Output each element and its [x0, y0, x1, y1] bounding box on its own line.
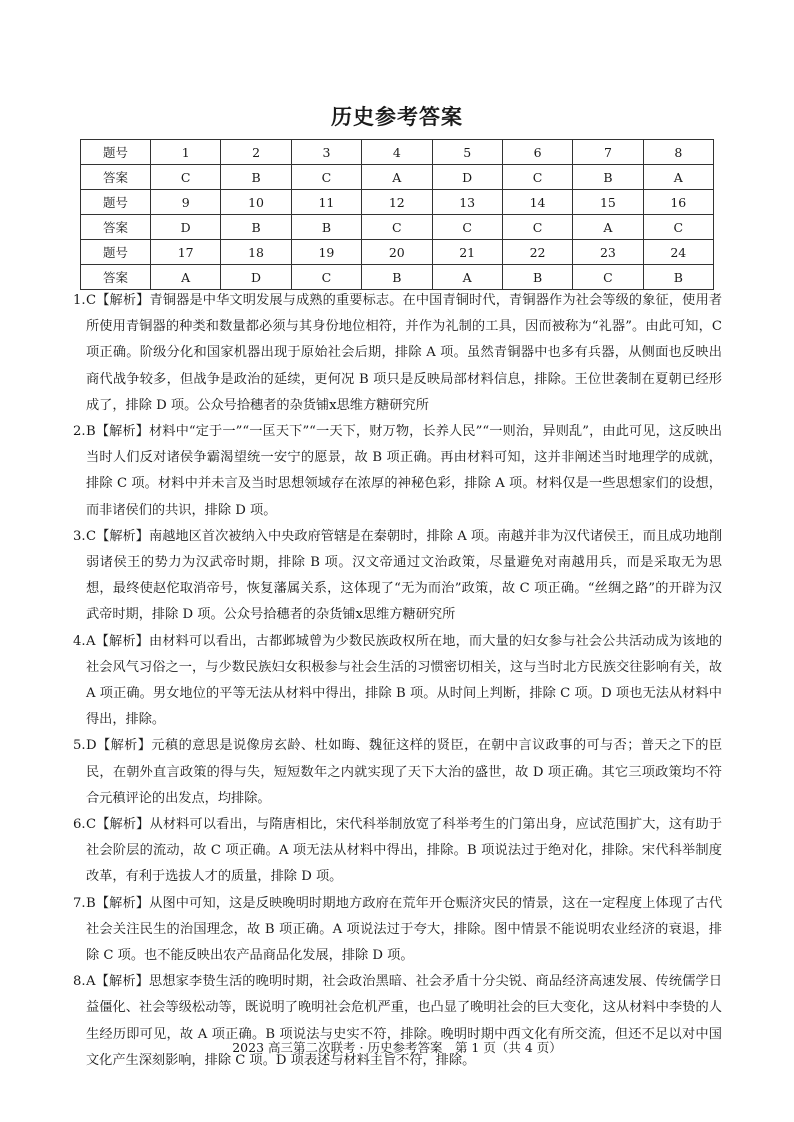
table-cell: B — [291, 215, 361, 240]
table-cell: A — [362, 165, 432, 190]
question-number: 1. — [73, 293, 86, 308]
table-cell: 7 — [573, 140, 643, 165]
table-cell: C — [502, 165, 572, 190]
analysis-tag: 【解析】 — [95, 424, 150, 440]
table-cell: C — [643, 215, 713, 240]
table-cell: 1 — [151, 140, 221, 165]
table-row — [81, 215, 714, 240]
list-item — [74, 969, 722, 1074]
table-cell: A — [151, 265, 221, 290]
table-cell: B — [573, 165, 643, 190]
analysis-text: 从材料可以看出，与隋唐相比，宋代科举制放宽了科举考生的门第出身，应试范围扩大，这有助于社会阶层的流动，故 C 项正确。A 项无法从材料中得出，排除。B 项说法过于绝对化，排除。宋代科举制度改革，有利于选拔人才的质量，排除 D 项。 — [86, 817, 723, 885]
row-label: 答案 — [81, 265, 151, 290]
analysis-tag: 【解析】 — [95, 633, 149, 649]
table-cell: 21 — [432, 240, 502, 265]
answer-letter: A — [86, 633, 96, 649]
table-cell: 24 — [643, 240, 713, 265]
table-cell: C — [432, 215, 502, 240]
list-item — [74, 812, 722, 891]
table-cell: C — [573, 265, 643, 290]
table-cell: 8 — [643, 140, 713, 165]
question-number: 6. — [73, 817, 86, 833]
table-cell: 3 — [291, 140, 361, 165]
question-number: 2. — [73, 424, 86, 440]
table-cell: 16 — [643, 190, 713, 215]
table-cell: 22 — [502, 240, 572, 265]
table-row — [81, 265, 714, 290]
table-cell: C — [291, 265, 361, 290]
analysis-tag: 【解析】 — [96, 293, 150, 308]
table-row — [81, 190, 714, 215]
table-cell: 20 — [362, 240, 432, 265]
analysis-text: 思想家李贽生活的晚明时期，社会政治黑暗、社会矛盾十分尖锐、商品经济高速发展、传统儒学日益僵化、社会等级松动等，既说明了晚明社会危机严重，也凸显了晚明社会的巨大变化，这从材料中李贽的人生经历即可见，故 A 项正确。B 项说法与史实不符，排除。晚明时期中西文化有所交流，但还不足以对中国文化产生深刻影响，排除 C 项。D 项表述与材料主旨不符，排除。 — [86, 974, 723, 1068]
table-cell: B — [221, 165, 291, 190]
table-cell: B — [362, 265, 432, 290]
list-item — [74, 419, 722, 524]
analysis-text: 元稹的意思是说像房玄龄、杜如晦、魏征这样的贤臣，在朝中言议政事的可与否；普天之下的臣民，在朝外直言政策的得与失，短短数年之内就实现了天下大治的盛世，故 D 项正确。其它三项政策均不符合元稹评论的出发点，均排除。 — [86, 738, 722, 806]
answer-letter: C — [86, 817, 97, 833]
row-label: 题号 — [81, 190, 151, 215]
list-item — [74, 524, 722, 629]
table-cell: B — [643, 265, 713, 290]
table-row — [81, 165, 714, 190]
analysis-text: 从图中可知，这是反映晚明时期地方政府在荒年开仓赈济灾民的情景，这在一定程度上体现了古代社会关注民生的治国理念，故 B 项正确。A 项说法过于夸大，排除。图中情景不能说明农业经济的衰退，排除 C 项。也不能反映出农产品商品化发展，排除 D 项。 — [86, 895, 723, 964]
row-label: 题号 — [81, 240, 151, 265]
question-number: 8. — [73, 974, 86, 990]
question-number: 4. — [73, 633, 86, 649]
list-item — [74, 629, 722, 734]
answer-letter: A — [86, 974, 96, 990]
list-item — [74, 288, 722, 419]
question-number: 3. — [73, 528, 86, 544]
table-cell: 12 — [362, 190, 432, 215]
table-cell: 19 — [291, 240, 361, 265]
table-cell: A — [573, 215, 643, 240]
table-cell: D — [221, 265, 291, 290]
table-cell: 10 — [221, 190, 291, 215]
page-title: 历史参考答案 — [331, 104, 463, 129]
table-row — [81, 140, 714, 165]
row-label: 答案 — [81, 165, 151, 190]
table-cell: B — [502, 265, 572, 290]
table-cell: A — [432, 265, 502, 290]
question-number: 5. — [73, 738, 86, 754]
table-cell: 6 — [502, 140, 572, 165]
answer-letter: B — [86, 895, 96, 911]
answer-letter: D — [86, 738, 97, 754]
table-cell: 23 — [573, 240, 643, 265]
analysis-tag: 【解析】 — [96, 738, 152, 754]
table-cell: A — [643, 165, 713, 190]
table-row — [81, 240, 714, 265]
table-cell: 14 — [502, 190, 572, 215]
answer-letter: C — [86, 528, 97, 544]
analysis-text: 由材料可以看出，古都邺城曾为少数民族政权所在地，而大量的妇女参与社会公共活动成为该地的社会风气习俗之一，与少数民族妇女积极参与社会生活的习惯密切相关，这与当时北方民族交往影响有关，故 A 项正确。男女地位的平等无法从材料中得出，排除 B 项。从时间上判断，排除 C 项。D 项也无法从材料中得出，排除。 — [86, 633, 723, 728]
answer-letter: B — [86, 424, 96, 440]
table-cell: 9 — [151, 190, 221, 215]
table-cell: C — [291, 165, 361, 190]
table-cell: B — [221, 215, 291, 240]
table-cell: 4 — [362, 140, 432, 165]
analysis-tag: 【解析】 — [96, 528, 149, 544]
list-item — [74, 733, 722, 812]
explanation-list — [74, 288, 722, 1074]
analysis-text: 青铜器是中华文明发展与成熟的重要标志。在中国青铜时代，青铜器作为社会等级的象征，使用者所使用青铜器的种类和数量都必须与其身份地位相符，并作为礼制的工具，因而被称为“礼器”。由此可知，C 项正确。阶级分化和国家机器出现于原始社会后期，排除 A 项。虽然青铜器中也多有兵器，从侧面也反映出商代战争较多，但战争是政治的延续，更何况 B 项只是反映局部材料信息，排除。王位世袭制在夏朝已经形成了，排除 D 项。公众号拾穗者的杂货铺x思维方糖研究所 — [86, 293, 723, 413]
analysis-tag: 【解析】 — [96, 817, 150, 833]
table-cell: 11 — [291, 190, 361, 215]
table-cell: 2 — [221, 140, 291, 165]
table-cell: 15 — [573, 190, 643, 215]
row-label: 题号 — [81, 140, 151, 165]
analysis-tag: 【解析】 — [95, 895, 150, 911]
table-cell: 18 — [221, 240, 291, 265]
table-cell: D — [151, 215, 221, 240]
analysis-tag: 【解析】 — [95, 974, 149, 990]
analysis-text: 材料中“定于一”“一匡天下”“一天下，财万物，长养人民”“一则治，异则乱”，由此可见，这反映出当时人们反对诸侯争霸渴望统一安宁的愿景，故 B 项正确。再由材料可知，这并非阐述当时地理学的成就，排除 C 项。材料中并未言及当时思想领域存在浓厚的神秘色彩，排除 A 项。材料仅是一些思想家们的设想，而非诸侯们的共识，排除 D 项。 — [86, 424, 723, 518]
table-cell: C — [502, 215, 572, 240]
answer-table — [80, 139, 714, 290]
list-item — [74, 891, 722, 970]
answer-letter: C — [86, 293, 97, 308]
table-cell: 5 — [432, 140, 502, 165]
table-cell: 17 — [151, 240, 221, 265]
row-label: 答案 — [81, 215, 151, 240]
analysis-text: 南越地区首次被纳入中央政府管辖是在秦朝时，排除 A 项。南越并非为汉代诸侯王，而且成功地削弱诸侯王的势力为汉武帝时期，排除 B 项。汉文帝通过文治政策，尽量避免对南越用兵，而是采取无为思想，最终使赵佗取消帝号，恢复藩属关系，这体现了“无为而治”政策，故 C 项正确。“丝绸之路”的开辟为汉武帝时期，排除 D 项。公众号拾穗者的杂货铺x思维方糖研究所 — [86, 528, 723, 623]
table-cell: C — [362, 215, 432, 240]
question-number: 7. — [73, 895, 86, 911]
table-cell: 13 — [432, 190, 502, 215]
table-cell: C — [151, 165, 221, 190]
page-footer: 2023 高三第二次联考 · 历史参考答案 第 1 页（共 4 页） — [232, 1040, 562, 1055]
table-cell: D — [432, 165, 502, 190]
